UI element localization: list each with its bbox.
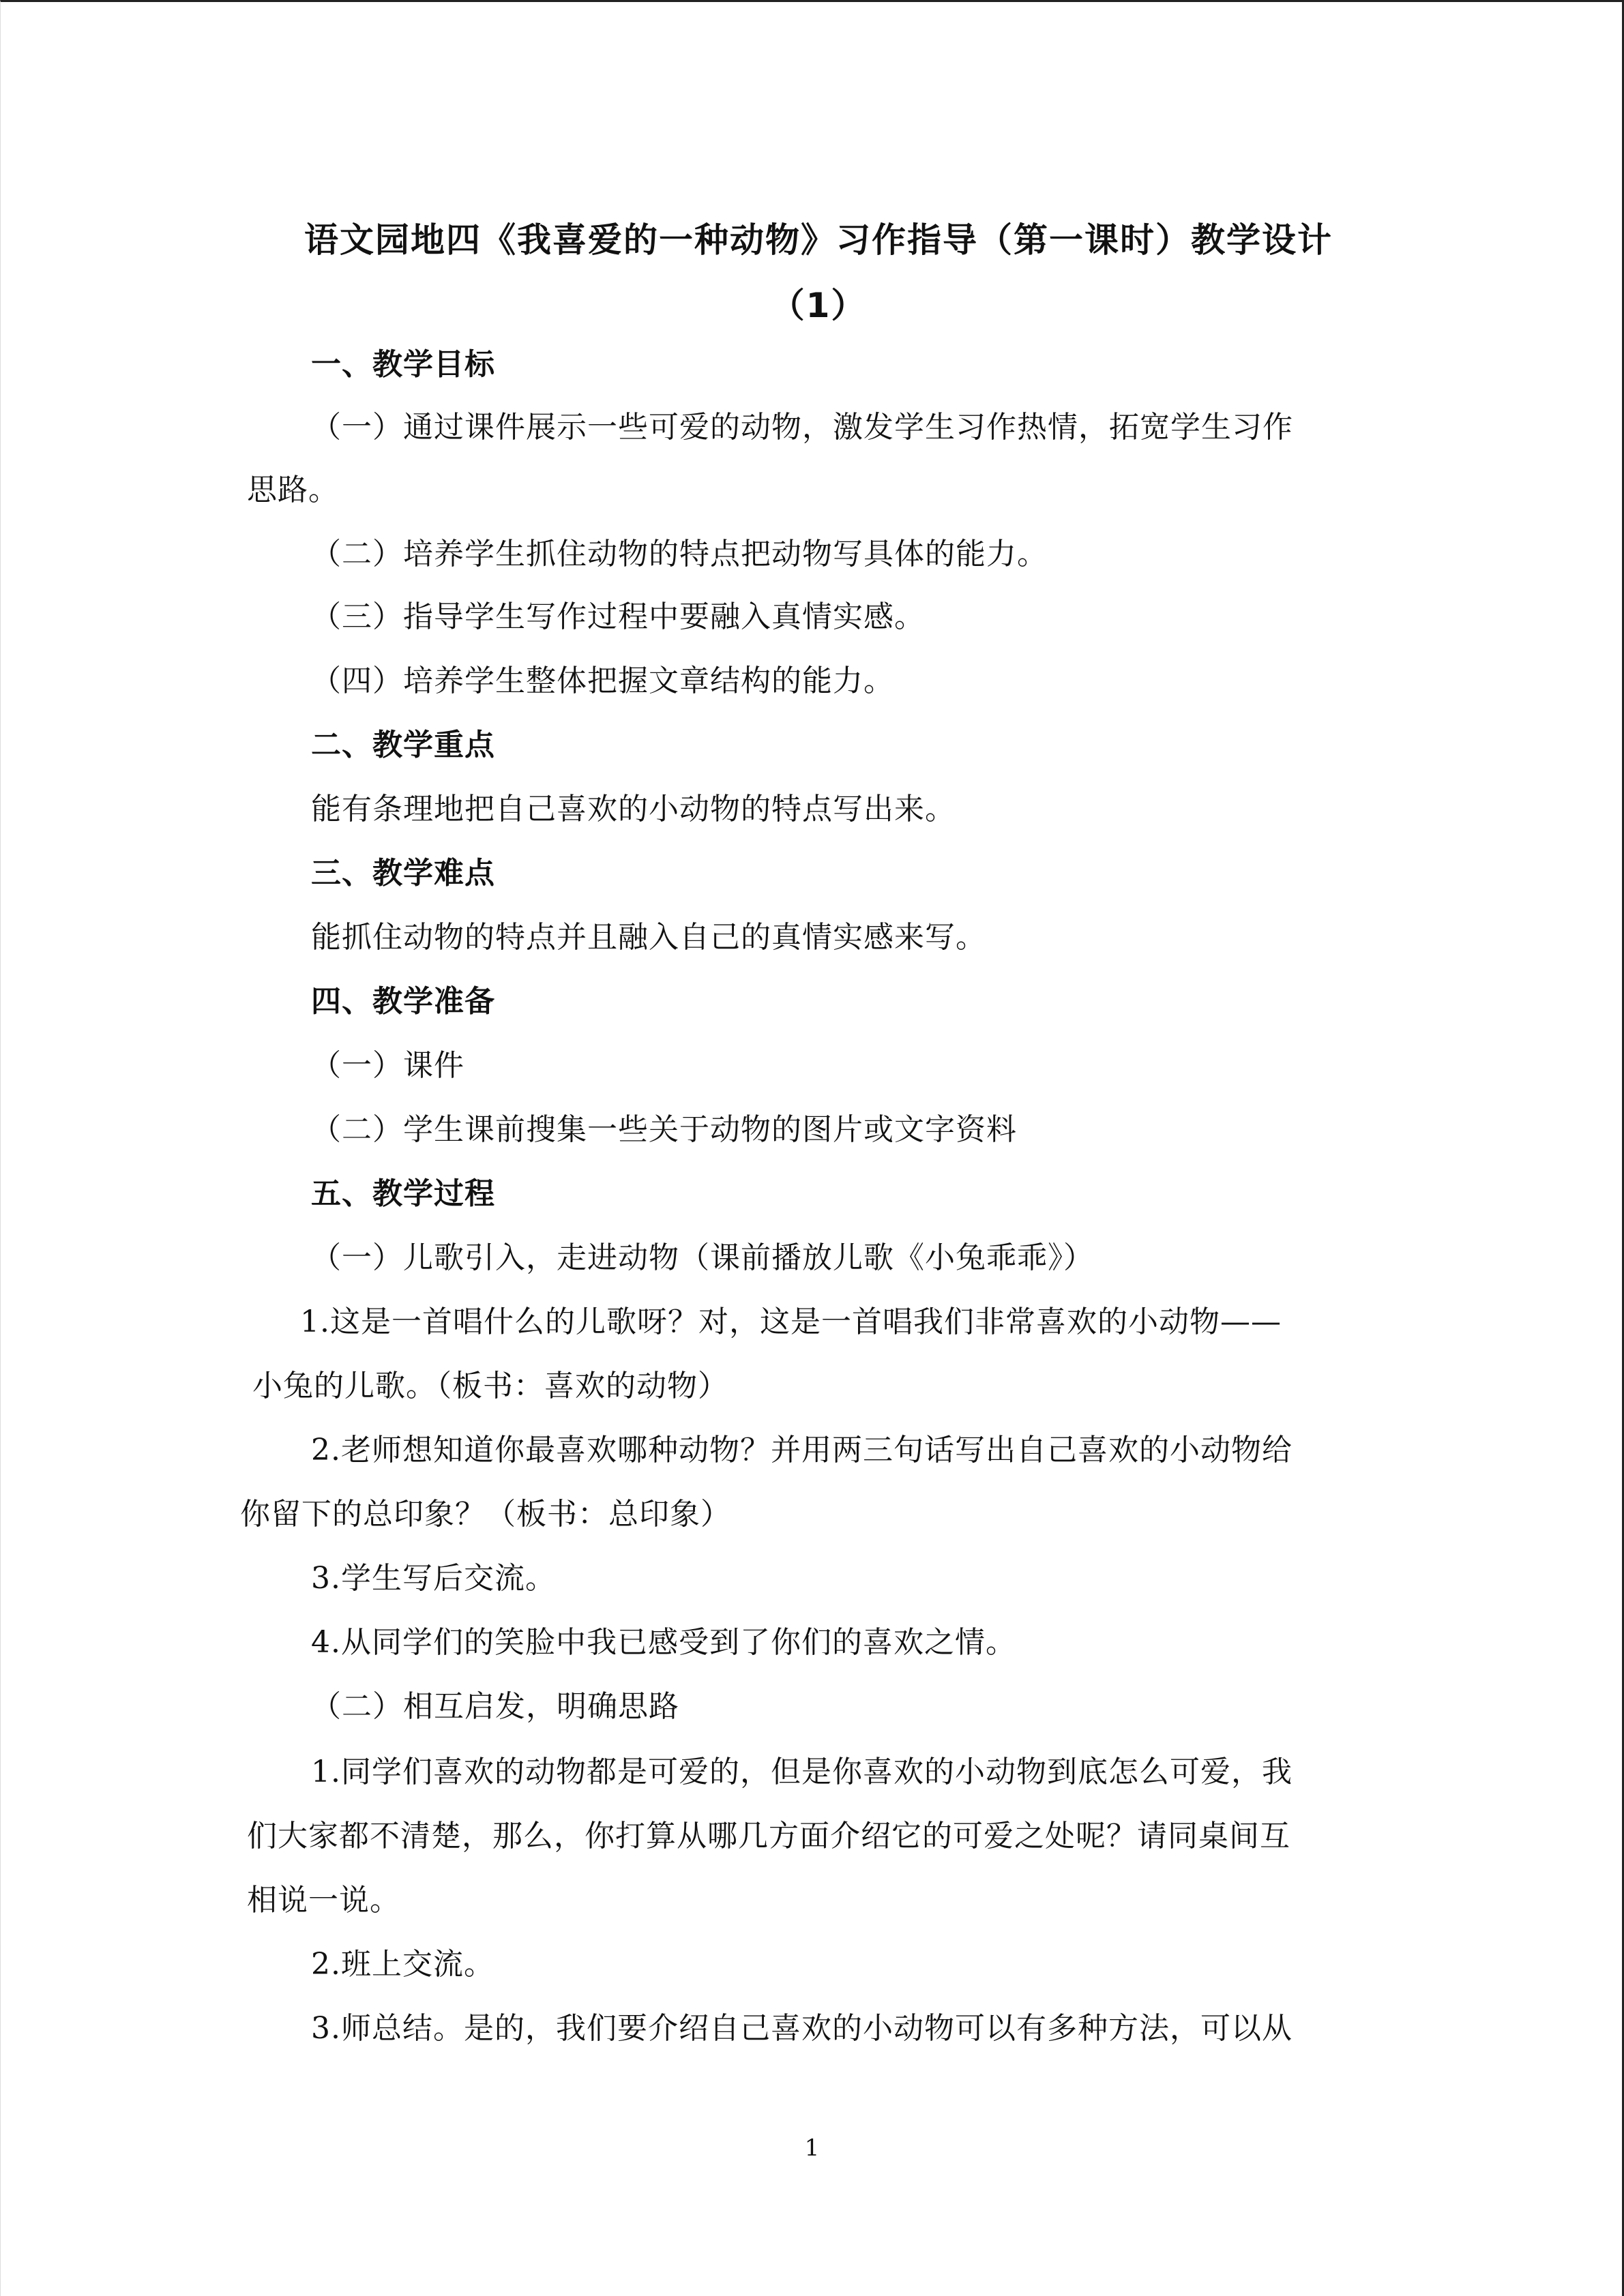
paragraph-process-2-2: 2.班上交流。 xyxy=(311,1947,494,1982)
paragraph-process-1-3: 3.学生写后交流。 xyxy=(311,1561,556,1596)
section-heading-process: 五、教学过程 xyxy=(311,1176,495,1211)
paragraph-objective-4: （四）培养学生整体把握文章结构的能力。 xyxy=(311,664,894,698)
paragraph-objective-2: （二）培养学生抓住动物的特点把动物写具体的能力。 xyxy=(311,537,1048,571)
paragraph-objective-3: （三）指导学生写作过程中要融入真情实感。 xyxy=(311,599,925,634)
paragraph-process-1-1-cont: 小兔的儿歌。（板书：喜欢的动物） xyxy=(252,1369,728,1403)
paragraph-preparation-2: （二）学生课前搜集一些关于动物的图片或文字资料 xyxy=(311,1112,1017,1147)
paragraph-process-2-3: 3.师总结。是的，我们要介绍自己喜欢的小动物可以有多种方法，可以从 xyxy=(311,2011,1293,2046)
page-number: 1 xyxy=(804,2134,820,2162)
paragraph-preparation-1: （一）课件 xyxy=(311,1048,464,1083)
section-heading-preparation: 四、教学准备 xyxy=(311,984,495,1019)
section-heading-key-points: 二、教学重点 xyxy=(311,728,495,762)
paragraph-difficulty: 能抓住动物的特点并且融入自己的真情实感来写。 xyxy=(311,920,986,955)
paragraph-process-2-1-cont-a: 们大家都不清楚，那么，你打算从哪几方面介绍它的可爱之处呢？请同桌间互 xyxy=(247,1819,1290,1853)
paragraph-process-1-4: 4.从同学们的笑脸中我已感受到了你们的喜欢之情。 xyxy=(311,1625,1016,1660)
subheading-process-2: （二）相互启发，明确思路 xyxy=(311,1689,679,1724)
paragraph-process-2-1-cont-b: 相说一说。 xyxy=(247,1883,400,1918)
paragraph-objective-1: （一）通过课件展示一些可爱的动物，激发学生习作热情，拓宽学生习作 xyxy=(311,410,1293,445)
paragraph-process-1-2-cont: 你留下的总印象？（板书：总印象） xyxy=(240,1497,731,1532)
paragraph-key-point: 能有条理地把自己喜欢的小动物的特点写出来。 xyxy=(311,792,956,826)
document-title-line-1: 语文园地四《我喜爱的一种动物》习作指导（第一课时）教学设计 xyxy=(304,220,1333,260)
subheading-process-1: （一）儿歌引入，走进动物（课前播放儿歌《小兔乖乖》） xyxy=(311,1240,1094,1275)
section-heading-difficulties: 三、教学难点 xyxy=(311,856,495,891)
paragraph-process-1-1: 1.这是一首唱什么的儿歌呀？对，这是一首唱我们非常喜欢的小动物—— xyxy=(300,1304,1282,1339)
paragraph-process-2-1: 1.同学们喜欢的动物都是可爱的，但是你喜欢的小动物到底怎么可爱，我 xyxy=(311,1755,1293,1789)
paragraph-process-1-2: 2.老师想知道你最喜欢哪种动物？并用两三句话写出自己喜欢的小动物给 xyxy=(311,1433,1293,1467)
document-title-line-2: （1） xyxy=(770,286,867,325)
section-heading-objectives: 一、教学目标 xyxy=(311,347,495,382)
paragraph-objective-1-cont: 思路。 xyxy=(247,473,339,507)
